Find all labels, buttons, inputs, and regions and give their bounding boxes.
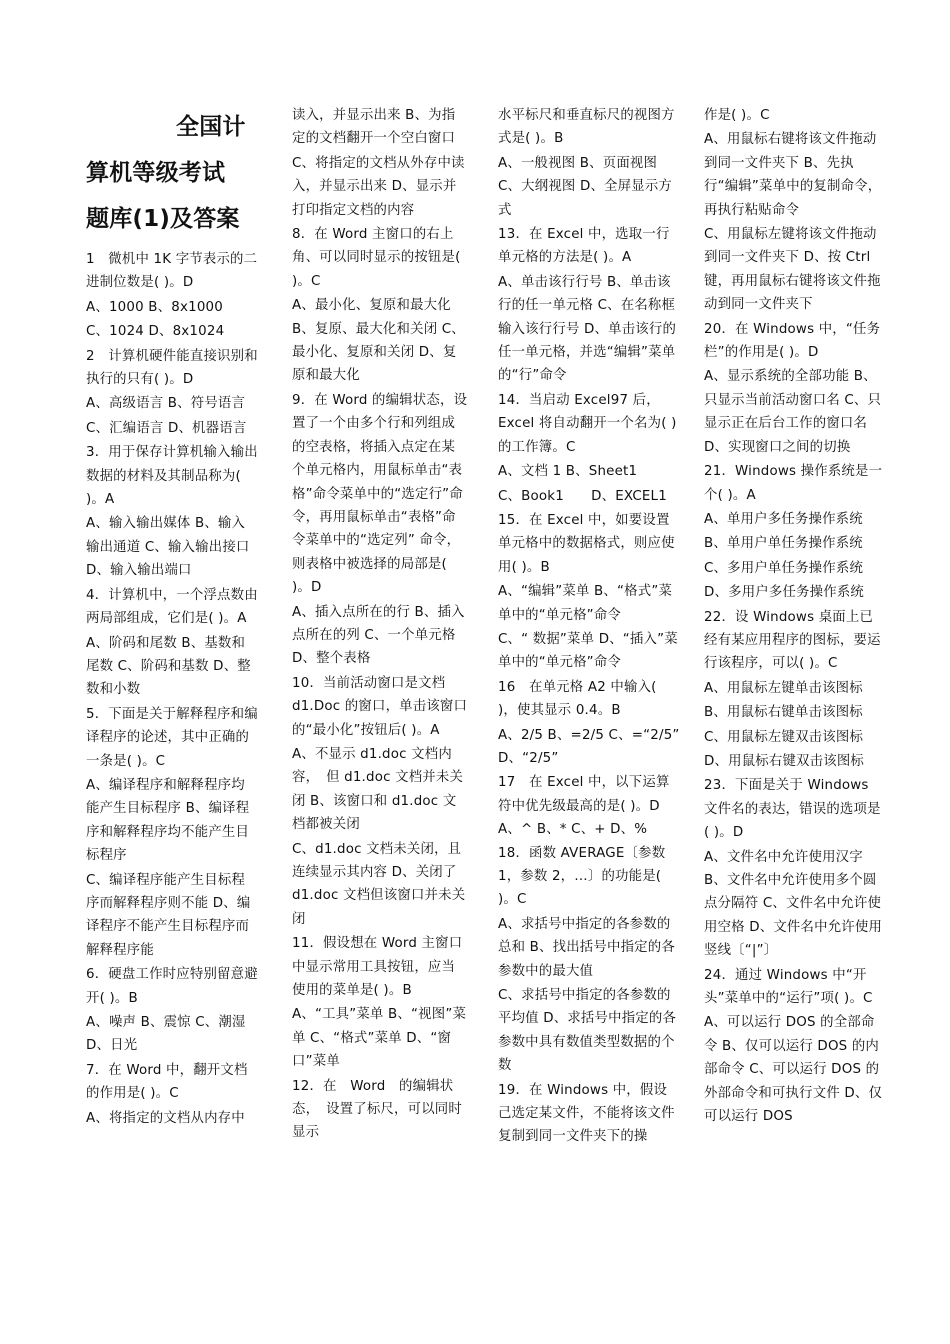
paragraph: C、求括号中指定的各参数的平均值 D、求括号中指定的各参数中具有数值类型数据的个数 xyxy=(498,988,677,1074)
paragraph: A、文档 1 B、Sheet1 xyxy=(498,464,638,480)
paragraph: A、一般视图 B、页面视图 C、大纲视图 D、全屏显示方式 xyxy=(498,155,673,218)
paragraph: C、用鼠标左键双击该图标 xyxy=(704,729,864,745)
paragraph: D、用鼠标右键双击该图标 xyxy=(704,753,865,769)
paragraph: 水平标尺和垂直标尺的视图方式是( )。B xyxy=(498,108,675,147)
paragraph: A、编译程序和解释程序均能产生目标程序 B、编译程序和解释程序均不能产生目标程序 xyxy=(86,777,250,864)
paragraph: 8．在 Word 主窗口的右上角、可以同时显示的按钮是( )。C xyxy=(292,227,461,289)
paragraph: A、1000 B、8x1000 xyxy=(86,299,223,315)
paragraph: 11．假设想在 Word 主窗口中显示常用工具按钮，应当使用的菜单是( )。B xyxy=(292,936,463,999)
paragraph: C、“ 数据”菜单 D、“插入”菜单中的“单元格”命令 xyxy=(498,631,678,671)
paragraph: C、汇编语言 D、机器语言 xyxy=(86,420,247,436)
paragraph: 12．在 Word 的编辑状态， 设置了标尺，可以同时显示 xyxy=(292,1078,462,1141)
paragraph: A、显示系统的全部功能 B、只显示当前活动窗口名 C、只显示正在后台工作的窗口名 D、实现窗口之间的切换 xyxy=(704,369,882,455)
paragraph: 14．当启动 Excel97 后，Excel 将自动翻开一个名为( )的工作簿。C xyxy=(498,392,677,455)
paragraph: A、单击该行行号 B、单击该行的任一单元格 C、在名称框输入该行行号 D、单击该行的任一单元格，并选“编辑”菜单的“行”命令 xyxy=(498,274,677,384)
paragraph: A、可以运行 DOS 的全部命令 B、仅可以运行 DOS 的内部命令 C、可以运行 DOS 的外部命令和可执行文件 D、仅可以运行 DOS xyxy=(704,1015,883,1125)
paragraph: A、最小化、复原和最大化 B、复原、最大化和关闭 C、最小化、复原和关闭 D、复原和最大化 xyxy=(292,298,465,384)
column-2 xyxy=(292,104,483,1146)
paragraph: A、用鼠标左键单击该图标 xyxy=(704,680,863,696)
paragraph: A、用鼠标右键将该文件拖动到同一文件夹下 B、先执行“编辑”菜单中的复制命令，再执行粘贴命令 xyxy=(704,132,882,218)
paragraph: A、文件名中允许使用汉字 B、文件名中允许使用多个圆点分隔符 C、文件名中允许使用空格 D、文件名中允许使用竖线〔“|”〕 xyxy=(704,849,883,959)
paragraph: 13．在 Excel 中，选取一行单元格的方法是( )。A xyxy=(498,227,670,266)
paragraph: A、噪声 B、震惊 C、潮湿 D、日光 xyxy=(86,1015,246,1054)
paragraph: 24．通过 Windows 中“开头”菜单中的“运行”项( )。C xyxy=(704,967,873,1007)
paragraph: A、2/5 B、=2/5 C、=“2/5” D、“2/5” xyxy=(498,727,680,766)
title-line-3: 题库(1)及答案 xyxy=(86,206,240,232)
paragraph: C、用鼠标左键将该文件拖动到同一文件夹下 D、按 Ctrl 键，再用鼠标右键将该文件拖动到同一文件夹下 xyxy=(704,227,881,313)
paragraph: 2 计算机硬件能直接识别和执行的只有( )。D xyxy=(86,348,258,388)
document-title xyxy=(86,104,258,242)
column-1 xyxy=(86,104,268,1131)
title-line-1: 全国计 xyxy=(176,114,246,140)
paragraph: 10．当前活动窗口是文档 d1.Doc 的窗口，单击该窗口的“最小化”按钮后( )。A xyxy=(292,675,468,738)
paragraph: A、将指定的文档从内存中 xyxy=(86,1110,245,1126)
paragraph: D、多用户多任务操作系统 xyxy=(704,585,865,601)
paragraph: C、将指定的文档从外存中读入，并显示出来 D、显示并打印指定文档的内容 xyxy=(292,155,465,218)
paragraph: A、单用户多任务操作系统 xyxy=(704,511,863,527)
paragraph: 5．下面是关于解释程序和编译程序的论述，其中正确的一条是( )。C xyxy=(86,706,258,769)
paragraph: 21．Windows 操作系统是一个( )。A xyxy=(704,464,883,503)
paragraph: 9．在 Word 的编辑状态，设置了一个由多个行和列组成的空表格，将插入点定在某个单元格内，用鼠标单击“表格”命令菜单中的“选定行”命令，再用鼠标单击“表格”命令菜单中的“选定列” 命令，则表格中被选择的局部是( )。D xyxy=(292,392,468,596)
column-3 xyxy=(498,104,680,1150)
paragraph: 4．计算机中，一个浮点数由两局部组成，它们是( )。A xyxy=(86,587,258,627)
paragraph: 读入，并显示出来 B、为指定的文档翻开一个空白窗口 xyxy=(292,108,456,147)
paragraph: 22．设 Windows 桌面上已经有某应用程序的图标，要运行该程序，可以( )。C xyxy=(704,609,881,672)
paragraph: B、单用户单任务操作系统 xyxy=(704,536,863,552)
column-4 xyxy=(704,104,886,1129)
paragraph: 15．在 Excel 中，如要设置单元格中的数据格式，则应使用( )。B xyxy=(498,512,675,575)
paragraph: A、“编辑”菜单 B、“格式”菜单中的“单元格”命令 xyxy=(498,584,673,623)
title-line-2: 算机等级考试 xyxy=(86,160,226,186)
paragraph: B、用鼠标右键单击该图标 xyxy=(704,705,863,721)
paragraph: C、1024 D、8x1024 xyxy=(86,324,225,340)
paragraph: C、Book1 D、EXCEL1 xyxy=(498,488,667,504)
paragraph: A、插入点所在的行 B、插入点所在的列 C、一个单元格 D、整个表格 xyxy=(292,604,483,667)
paragraph: C、d1.doc 文档未关闭，且连续显示其内容 D、关闭了 d1.doc 文档但该窗口并未关闭 xyxy=(292,841,466,927)
paragraph: A、阶码和尾数 B、基数和尾数 C、阶码和基数 D、整数和小数 xyxy=(86,635,251,698)
paragraph: 19．在 Windows 中，假设己选定某文件，不能将该文件复制到同一文件夹下的操 xyxy=(498,1082,675,1145)
paragraph: 作是( )。C xyxy=(704,108,770,123)
paragraph: A、高级语言 B、符号语言 xyxy=(86,396,246,412)
paragraph: 3．用于保存计算机输入输出数据的材料及其制品称为( )。A xyxy=(86,445,258,508)
paragraph: 7．在 Word 中，翻开文档的作用是( )。C xyxy=(86,1062,248,1102)
paragraph: 20．在 Windows 中，“任务栏”的作用是( )。D xyxy=(704,321,881,361)
paragraph: 1 微机中 1K 字节表示的二进制位数是( )。D xyxy=(86,252,258,291)
paragraph: A、“工具”菜单 B、“视图”菜单 C、“格式”菜单 D、“窗口”菜单 xyxy=(292,1007,467,1070)
paragraph: 17 在 Excel 中，以下运算符中优先级最高的是( )。D A、^ B、* C、+ D、% 18．函数 AVERAGE〔参数 1，参数 2，…〕的功能是( )。C xyxy=(498,775,670,908)
paragraph: A、求括号中指定的各参数的总和 B、找出括号中指定的各参数中的最大值 xyxy=(498,916,675,979)
paragraph: A、输入输出媒体 B、输入输出通道 C、输入输出接口 D、输入输出端口 xyxy=(86,516,268,579)
paragraph: C、编译程序能产生目标程序而解释程序则不能 D、编译程序不能产生目标程序而解释程序能 xyxy=(86,872,251,958)
paragraph: A、不显示 d1.doc 文档内容， 但 d1.doc 文档并未关闭 B、该窗口和 d1.doc 文档都被关闭 xyxy=(292,746,464,833)
paragraph: 6．硬盘工作时应特别留意避开( )。B xyxy=(86,967,258,1006)
paragraph: C、多用户单任务操作系统 xyxy=(704,560,864,576)
paragraph: 23．下面是关于 Windows 文件名的表达，错误的选项是( )。D xyxy=(704,778,881,841)
paragraph: 16 在单元格 A2 中输入( )，使其显示 0.4。B xyxy=(498,679,657,719)
